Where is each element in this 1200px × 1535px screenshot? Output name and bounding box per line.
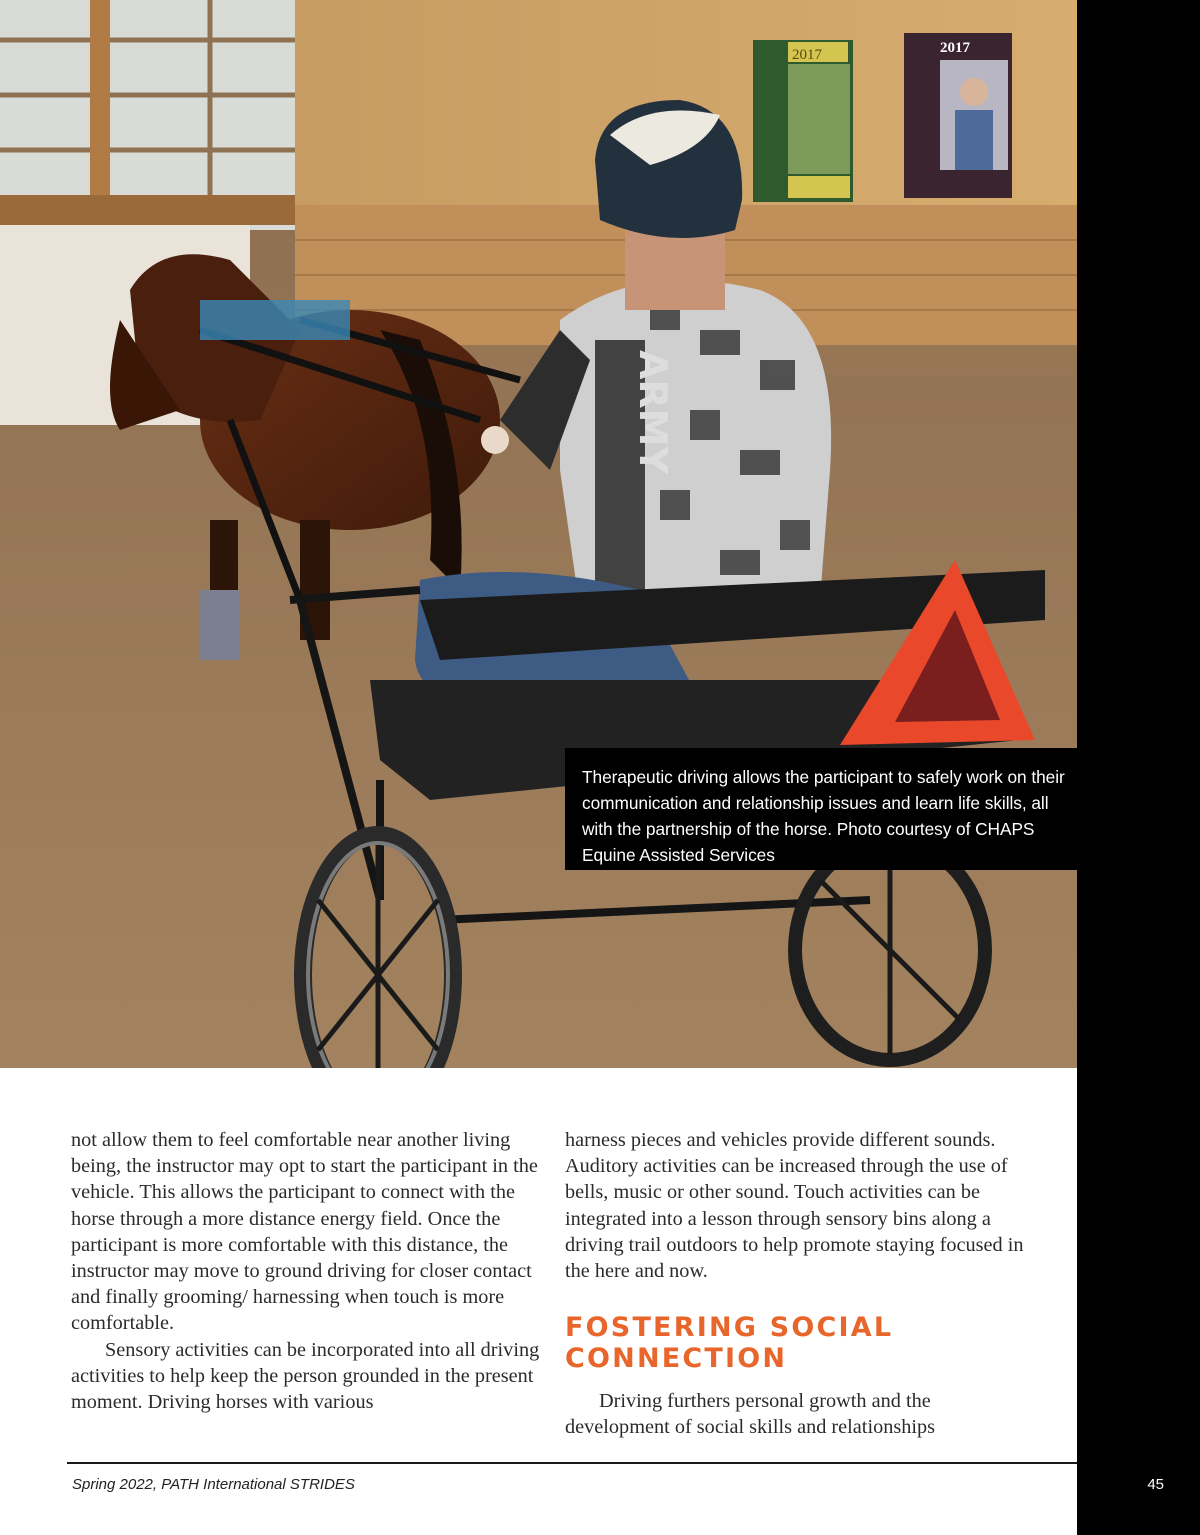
page-edge-bar [1077, 0, 1200, 1535]
poster-left-year: 2017 [792, 47, 822, 63]
page-number: 45 [1147, 1476, 1164, 1493]
footer-publication: Spring 2022, PATH International STRIDES [72, 1476, 355, 1493]
poster-right-year: 2017 [940, 40, 970, 56]
section-heading: FOSTERING SOCIAL CONNECTION [565, 1312, 894, 1375]
shirt-text: ARMY [631, 350, 675, 475]
left-paragraph-1: not allow them to feel comfortable near another living being, the instructor may opt to start the participant in the vehicle. This allows the participant to connect with the horse through a more distance energy field. Once the participant is more comfortable with this distance, the instructor may move to ground driving for closer contact and finally grooming/ harnessing when touch is more comfortable. [71, 1129, 538, 1335]
caption-text: Therapeutic driving allows the participant to safely work on their communication and relationship issues and learn life skills, all with the partnership of the horse. Photo courtesy of CHAPS Equine Assisted Services [582, 767, 1065, 865]
photo-caption [565, 748, 1077, 870]
right-paragraph-1: harness pieces and vehicles provide different sounds. Auditory activities can be increased through the use of bells, music or other sound. Touch activities can be integrated into a lesson through sensory bins along a driving trail outdoors to help promote staying focused in the here and now. [565, 1129, 1024, 1283]
text-column-left [71, 1127, 541, 1415]
text-column-right [565, 1127, 1035, 1441]
right-paragraph-2: Driving furthers personal growth and the development of social skills and relationships [565, 1390, 936, 1439]
left-paragraph-2: Sensory activities can be incorporated into all driving activities to help keep the person grounded in the present moment. Driving horses with various [71, 1338, 540, 1414]
footer-rule [67, 1462, 1077, 1464]
